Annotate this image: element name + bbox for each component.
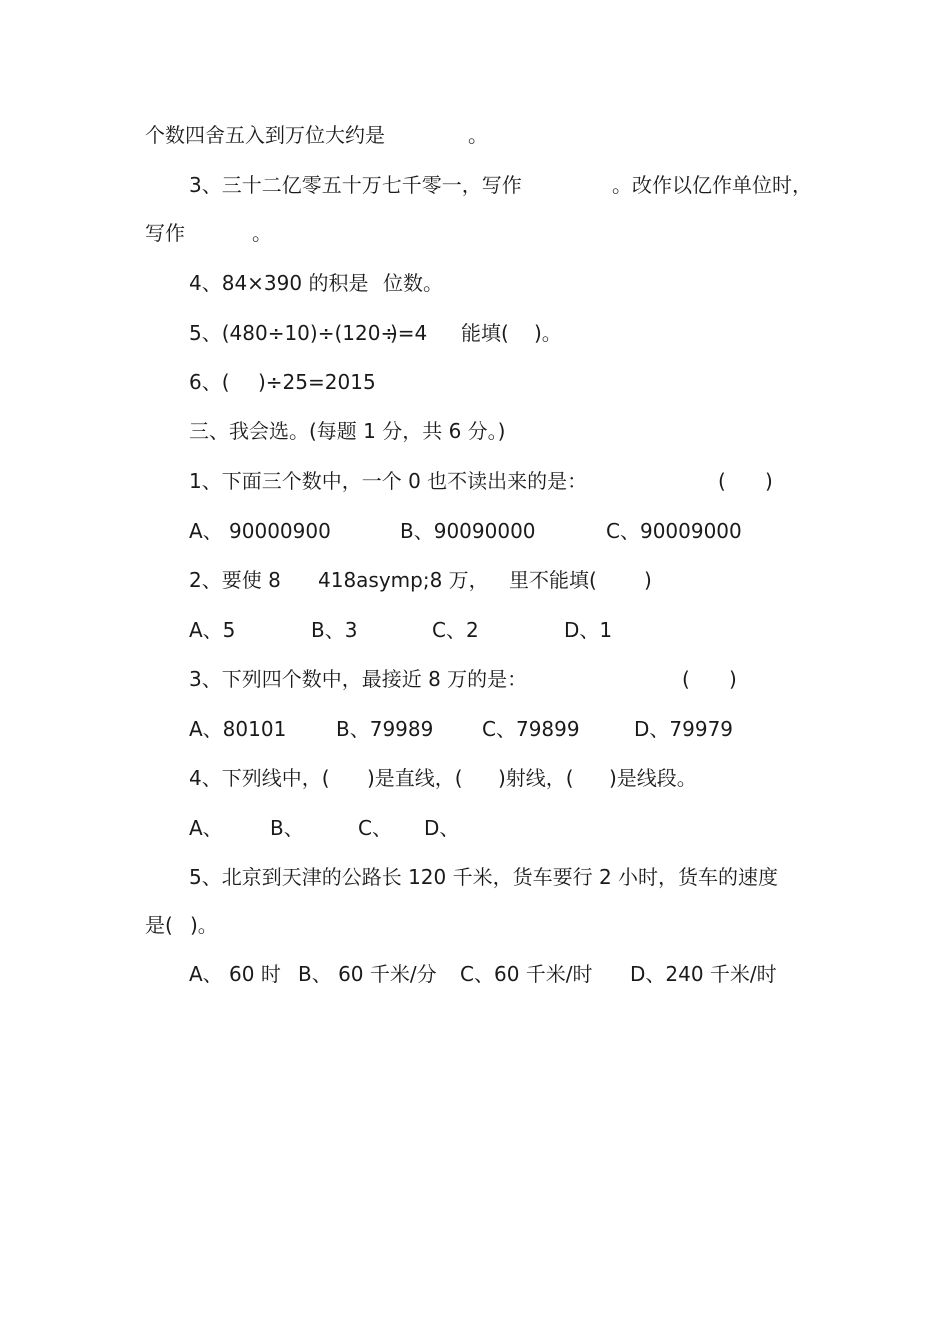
text-fragment: )。 — [190, 913, 218, 937]
answer-bracket-open: ( — [718, 469, 726, 493]
option-c: C、60 千米/时 — [460, 962, 593, 986]
text-line — [0, 268, 950, 298]
option-a: A、 90000900 — [189, 519, 331, 543]
option-b: B、90090000 — [400, 519, 536, 543]
text-line — [0, 120, 950, 150]
options-line — [0, 813, 950, 843]
text-fragment: 4、下列线中，( — [189, 766, 330, 790]
option-b: B、 — [270, 816, 304, 840]
question-line — [0, 862, 950, 892]
text-fragment: 1、下面三个数中，一个 0 也不读出来的是： — [189, 469, 588, 493]
text-fragment: 4、84×390 的积是 — [189, 271, 369, 295]
text-line — [0, 170, 950, 200]
text-fragment: )射线，( — [498, 766, 574, 790]
section-heading — [0, 416, 950, 446]
question-line — [0, 763, 950, 793]
question-line — [0, 565, 950, 595]
option-b: B、 60 千米/分 — [298, 962, 437, 986]
option-c: C、79899 — [482, 717, 580, 741]
text-fragment: 。 — [252, 221, 272, 245]
option-b: B、79989 — [336, 717, 434, 741]
text-fragment: 3、三十二亿零五十万七千零一，写作 — [189, 173, 522, 197]
text-line — [0, 218, 950, 248]
text-fragment: )是线段。 — [609, 766, 697, 790]
option-a: A、80101 — [189, 717, 287, 741]
text-fragment: )÷25=2015 — [258, 370, 376, 394]
answer-bracket-close: ) — [765, 469, 773, 493]
options-line — [0, 959, 950, 989]
text-fragment: 三、我会选。(每题 1 分，共 6 分。) — [189, 419, 506, 443]
option-d: D、 — [424, 816, 460, 840]
text-fragment: )=4 — [390, 321, 428, 345]
option-a: A、5 — [189, 618, 236, 642]
option-c: C、2 — [432, 618, 479, 642]
text-fragment: 5、(480÷10)÷(120÷ — [189, 321, 398, 345]
text-fragment: 里不能填( — [509, 568, 597, 592]
options-line — [0, 615, 950, 645]
options-line — [0, 516, 950, 546]
text-fragment: 5、北京到天津的公路长 120 千米，货车要行 2 小时，货车的速度 — [189, 865, 779, 889]
question-line — [0, 664, 950, 694]
text-fragment: 418asymp;8 万， — [318, 568, 489, 592]
text-fragment: )。 — [534, 321, 562, 345]
text-fragment: 位数。 — [383, 271, 443, 295]
option-c: C、 — [358, 816, 392, 840]
text-fragment: 6、( — [189, 370, 230, 394]
text-line — [0, 367, 950, 397]
text-fragment: 3、下列四个数中，最接近 8 万的是： — [189, 667, 528, 691]
text-fragment: 写作 — [145, 221, 185, 245]
answer-bracket-close: ) — [644, 568, 652, 592]
text-fragment: 能填( — [461, 321, 509, 345]
text-fragment: 是( — [145, 913, 173, 937]
text-line — [0, 318, 950, 348]
option-c: C、90009000 — [606, 519, 742, 543]
question-line — [0, 910, 950, 940]
question-line — [0, 466, 950, 496]
option-d: D、79979 — [634, 717, 734, 741]
option-d: D、1 — [564, 618, 613, 642]
text-fragment: 。 — [468, 123, 488, 147]
option-b: B、3 — [311, 618, 358, 642]
text-fragment: 个数四舍五入到万位大约是 — [145, 123, 385, 147]
answer-bracket-close: ) — [729, 667, 737, 691]
option-a: A、 60 时 — [189, 962, 281, 986]
answer-bracket-open: ( — [682, 667, 690, 691]
text-fragment: )是直线，( — [367, 766, 463, 790]
options-line — [0, 714, 950, 744]
text-fragment: 2、要使 8 — [189, 568, 281, 592]
option-a: A、 — [189, 816, 223, 840]
text-fragment: 。改作以亿作单位时， — [612, 173, 812, 197]
option-d: D、240 千米/时 — [630, 962, 777, 986]
